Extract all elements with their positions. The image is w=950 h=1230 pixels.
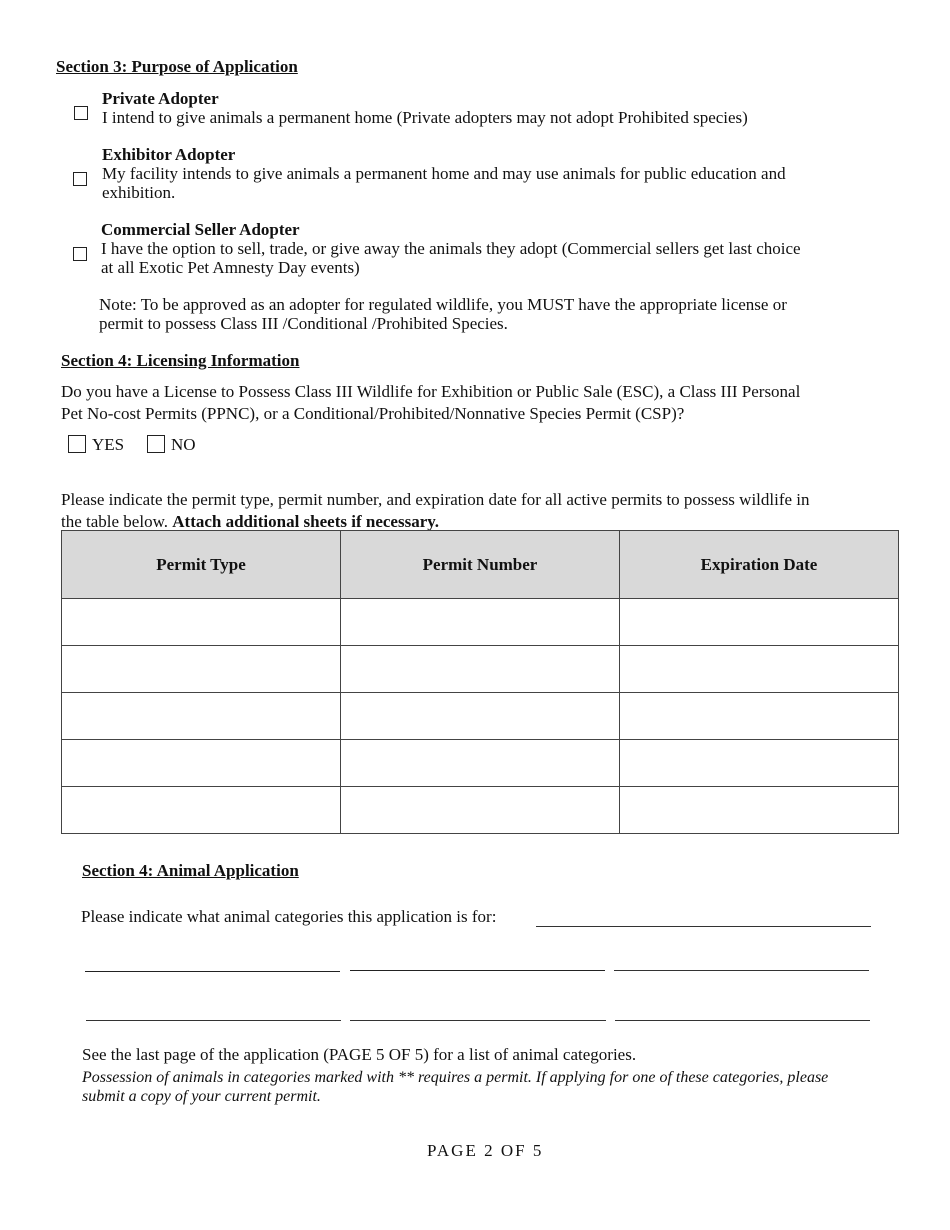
permit-number-input[interactable] — [341, 787, 619, 833]
attach-sheets-note: Attach additional sheets if necessary. — [172, 512, 440, 531]
permit-number-input[interactable] — [341, 740, 619, 786]
animal-category-line-3[interactable] — [614, 970, 869, 971]
private-adopter-checkbox[interactable] — [74, 106, 88, 120]
licensing-question-line2: Pet No-cost Permits (PPNC), or a Conditional/Prohibited/Nonnative Species Permit (CSP)? — [61, 404, 685, 423]
expiration-date-input[interactable] — [620, 693, 898, 739]
permit-type-header: Permit Type — [62, 531, 341, 599]
section-3-note-line1: Note: To be approved as an adopter for regulated wildlife, you MUST have the appropriate license or — [99, 295, 787, 314]
section-3-note-line2: permit to possess Class III /Conditional /Prohibited Species. — [99, 314, 508, 333]
expiration-date-input[interactable] — [620, 646, 898, 692]
animal-category-line-2[interactable] — [350, 970, 605, 971]
commercial-seller-adopter-description-line1: I have the option to sell, trade, or give away the animals they adopt (Commercial sellers get last choice — [101, 239, 801, 258]
table-row — [62, 740, 899, 787]
expiration-date-input[interactable] — [620, 599, 898, 645]
table-row — [62, 693, 899, 740]
expiration-date-cell[interactable] — [620, 599, 899, 646]
permit-number-cell[interactable] — [341, 646, 620, 693]
permit-italic-note-line2: submit a copy of your current permit. — [82, 1088, 321, 1105]
expiration-date-cell[interactable] — [620, 646, 899, 693]
commercial-seller-adopter-description-line2: at all Exotic Pet Amnesty Day events) — [101, 258, 360, 277]
permit-number-input[interactable] — [341, 599, 619, 645]
expiration-date-cell[interactable] — [620, 787, 899, 834]
permit-number-cell[interactable] — [341, 693, 620, 740]
no-checkbox[interactable] — [147, 435, 165, 453]
permit-type-cell[interactable] — [62, 599, 341, 646]
yes-checkbox[interactable] — [68, 435, 86, 453]
section-4-licensing-heading: Section 4: Licensing Information — [61, 351, 300, 370]
permit-number-header: Permit Number — [341, 531, 620, 599]
private-adopter-description: I intend to give animals a permanent home (Private adopters may not adopt Prohibited species) — [102, 108, 748, 127]
permit-type-cell[interactable] — [62, 787, 341, 834]
table-row — [62, 646, 899, 693]
licensing-question-line1: Do you have a License to Possess Class III Wildlife for Exhibition or Public Sale (ESC), a Class III Personal — [61, 382, 801, 401]
permit-instruction-text: the table below. — [61, 512, 168, 531]
table-row — [62, 599, 899, 646]
permit-italic-note-line1: Possession of animals in categories marked with ** requires a permit. If applying for one of these categories, please — [82, 1069, 829, 1086]
permit-type-input[interactable] — [62, 599, 340, 645]
section-4-animal-heading: Section 4: Animal Application — [82, 861, 299, 880]
permit-type-cell[interactable] — [62, 693, 341, 740]
permit-number-input[interactable] — [341, 646, 619, 692]
private-adopter-title: Private Adopter — [102, 89, 219, 108]
animal-category-line-5[interactable] — [350, 1020, 606, 1021]
commercial-seller-adopter-checkbox[interactable] — [73, 247, 87, 261]
permit-type-cell[interactable] — [62, 740, 341, 787]
permit-number-cell[interactable] — [341, 787, 620, 834]
expiration-date-cell[interactable] — [620, 693, 899, 740]
exhibitor-adopter-description-line1: My facility intends to give animals a permanent home and may use animals for public education and — [102, 164, 786, 183]
permit-number-input[interactable] — [341, 693, 619, 739]
exhibitor-adopter-description-line2: exhibition. — [102, 183, 176, 202]
permit-type-cell[interactable] — [62, 646, 341, 693]
section-3-heading: Section 3: Purpose of Application — [56, 57, 298, 76]
expiration-date-header: Expiration Date — [620, 531, 899, 599]
permit-type-input[interactable] — [62, 740, 340, 786]
yes-label: YES — [92, 435, 125, 454]
expiration-date-input[interactable] — [620, 787, 898, 833]
permit-type-input[interactable] — [62, 787, 340, 833]
table-row — [62, 787, 899, 834]
page-number: PAGE 2 OF 5 — [427, 1141, 544, 1160]
permit-number-cell[interactable] — [341, 599, 620, 646]
animal-category-line-4[interactable] — [86, 1020, 341, 1021]
permit-type-input[interactable] — [62, 646, 340, 692]
animal-category-line-6[interactable] — [615, 1020, 870, 1021]
no-label: NO — [171, 435, 196, 454]
exhibitor-adopter-title: Exhibitor Adopter — [102, 145, 236, 164]
commercial-seller-adopter-title: Commercial Seller Adopter — [101, 220, 300, 239]
expiration-date-input[interactable] — [620, 740, 898, 786]
animal-categories-line-main[interactable] — [536, 926, 871, 927]
animal-category-line-1[interactable] — [85, 971, 340, 972]
exhibitor-adopter-checkbox[interactable] — [73, 172, 87, 186]
permit-number-cell[interactable] — [341, 740, 620, 787]
permit-instruction-line2 — [61, 512, 439, 531]
permit-type-input[interactable] — [62, 693, 340, 739]
permits-table-header-row — [62, 531, 899, 599]
expiration-date-cell[interactable] — [620, 740, 899, 787]
see-last-page-note: See the last page of the application (PAGE 5 OF 5) for a list of animal categories. — [82, 1045, 637, 1064]
permit-instruction-line1: Please indicate the permit type, permit number, and expiration date for all active permits to possess wildlife in — [61, 490, 810, 509]
permits-table — [61, 530, 899, 834]
animal-categories-prompt: Please indicate what animal categories this application is for: — [81, 907, 497, 926]
